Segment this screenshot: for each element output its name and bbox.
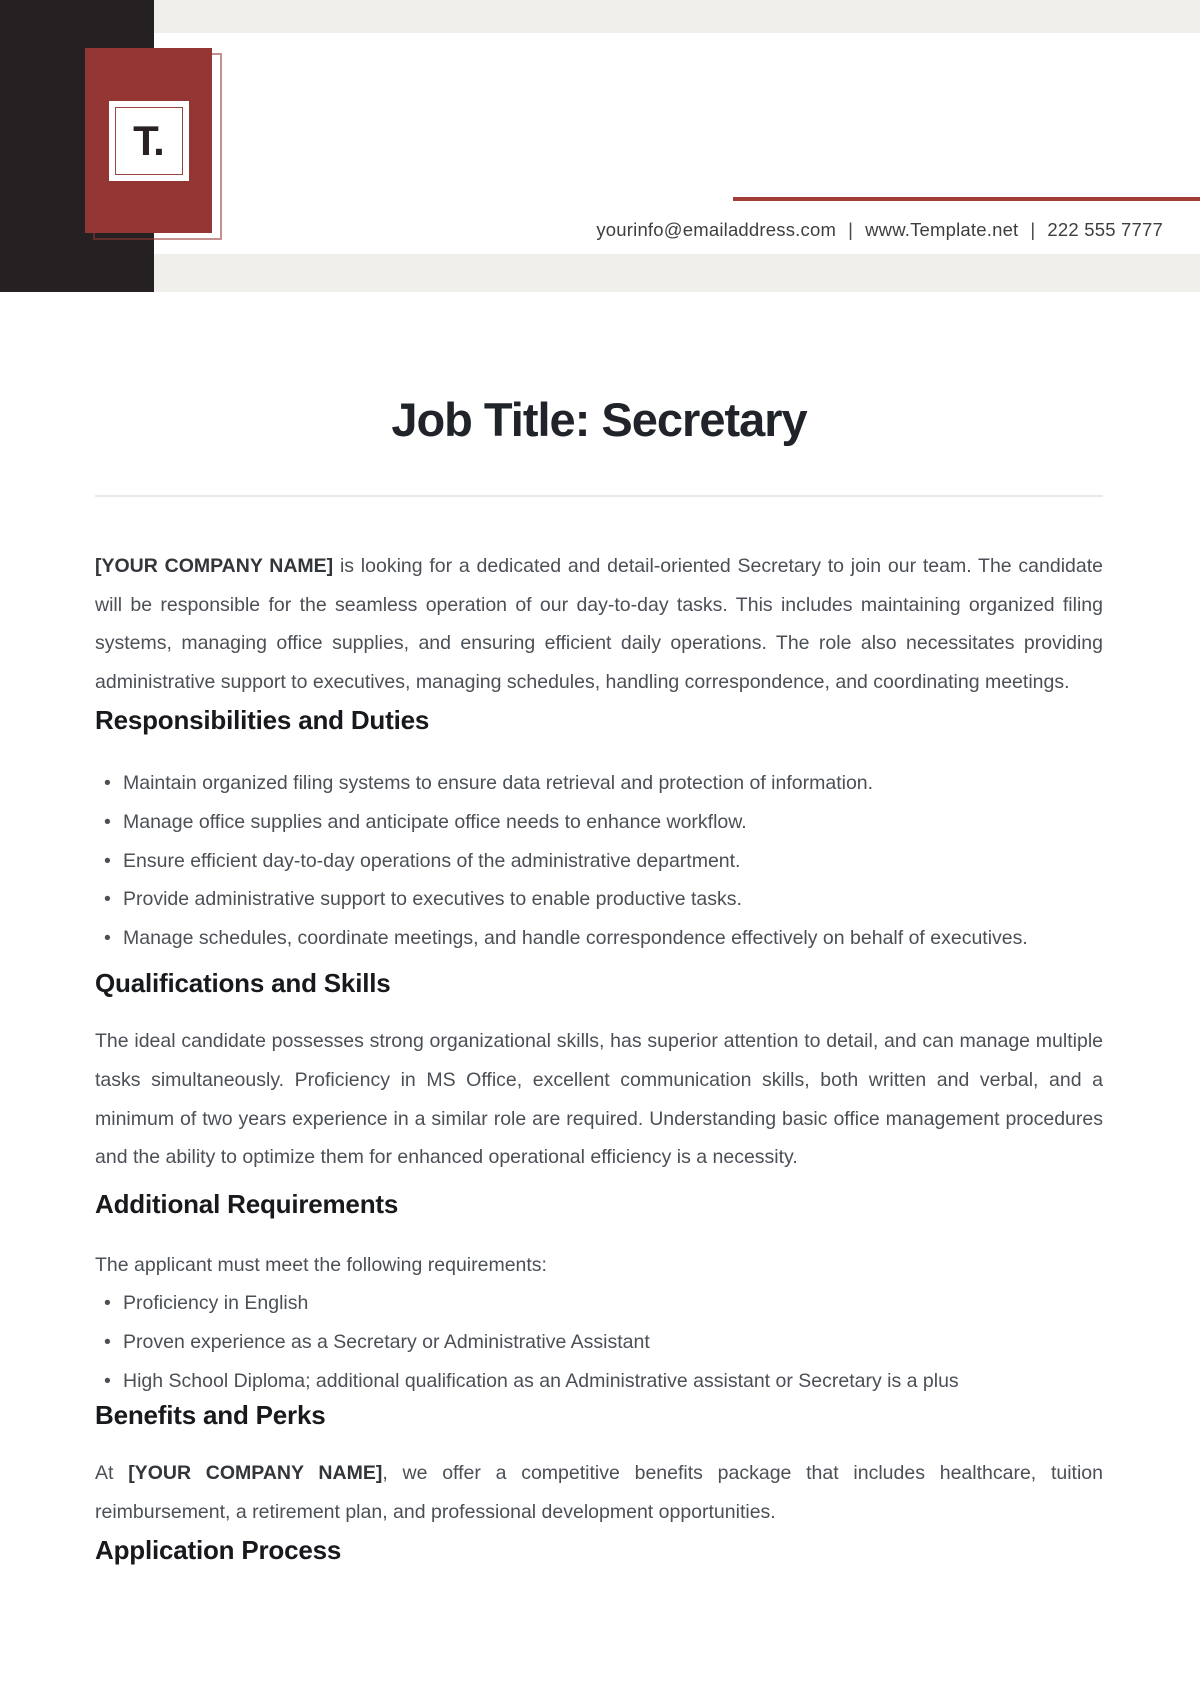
header-bottom-band: [0, 254, 1200, 292]
contact-website: www.Template.net: [865, 219, 1019, 240]
benefits-text: , we offer a competitive benefits package that includes healthcare, tuition reimbursement, a retirement plan, and professional development opportunities.: [95, 1462, 1103, 1523]
list-item: • Proven experience as a Secretary or Administrative Assistant: [95, 1323, 1103, 1362]
contact-email: yourinfo@emailaddress.com: [596, 219, 837, 240]
section-heading-responsibilities: Responsibilities and Duties: [95, 705, 430, 736]
responsibilities-list: [95, 764, 1103, 957]
list-item: • Proficiency in English: [95, 1284, 1103, 1323]
benefits-paragraph: [95, 1454, 1103, 1531]
qualifications-paragraph: The ideal candidate possesses strong organizational skills, has superior attention to detail, and can manage multiple tasks simultaneously. Proficiency in MS Office, excellent communication skills, both written and verbal, and a minimum of two years experience in a similar role are required. Understanding basic office management procedures and the ability to optimize them for enhanced operational efficiency is a necessity.: [95, 1030, 1103, 1169]
list-item: • High School Diploma; additional qualification as an Administrative assistant or Secretary is a plus: [95, 1362, 1103, 1401]
intro-text: is looking for a dedicated and detail-oriented Secretary to join our team. The candidate will be responsible for the seamless operation of our day-to-day tasks. This includes maintaining organized filing systems, managing office supplies, and ensuring efficient daily operations. The role also necessitates providing administrative support to executives, managing schedules, handling correspondence, and coordinating meetings.: [95, 555, 1103, 693]
logo-letter-icon: T.: [133, 116, 164, 164]
logo-white-square: [109, 101, 189, 181]
section-heading-benefits: Benefits and Perks: [95, 1400, 326, 1431]
requirements-lead: The applicant must meet the following requirements:: [95, 1253, 547, 1276]
company-logo: [85, 48, 212, 233]
document-body: [95, 292, 1103, 1567]
page-title: Job Title: Secretary: [391, 393, 807, 446]
section-heading-additional-requirements: Additional Requirements: [95, 1188, 399, 1219]
intro-paragraph: [95, 547, 1103, 701]
section-heading-qualifications: Qualifications and Skills: [95, 968, 391, 999]
section-heading-application-process: Application Process: [95, 1535, 342, 1566]
list-item: • Provide administrative support to executives to enable productive tasks.: [95, 880, 1103, 919]
list-item: • Ensure efficient day-to-day operations of the administrative department.: [95, 842, 1103, 881]
contact-separator: |: [1030, 219, 1036, 240]
letterhead: [0, 0, 1200, 292]
contact-line: [596, 219, 1163, 241]
logo-inner-frame: [115, 107, 183, 175]
contact-separator: |: [848, 219, 854, 240]
requirements-list: [95, 1284, 1103, 1400]
company-name-placeholder: [YOUR COMPANY NAME]: [95, 555, 334, 577]
header-red-rule: [733, 197, 1200, 201]
benefits-prefix: At: [95, 1462, 129, 1485]
list-item: • Manage schedules, coordinate meetings, and handle correspondence effectively on behalf of executives.: [95, 919, 1103, 958]
contact-phone: 222 555 7777: [1047, 219, 1163, 240]
list-item: • Maintain organized filing systems to ensure data retrieval and protection of information.: [95, 764, 1103, 803]
company-name-placeholder: [YOUR COMPANY NAME]: [128, 1462, 383, 1485]
header-top-band: [0, 0, 1200, 33]
title-divider: [95, 495, 1103, 497]
list-item: • Manage office supplies and anticipate office needs to enhance workflow.: [95, 803, 1103, 842]
